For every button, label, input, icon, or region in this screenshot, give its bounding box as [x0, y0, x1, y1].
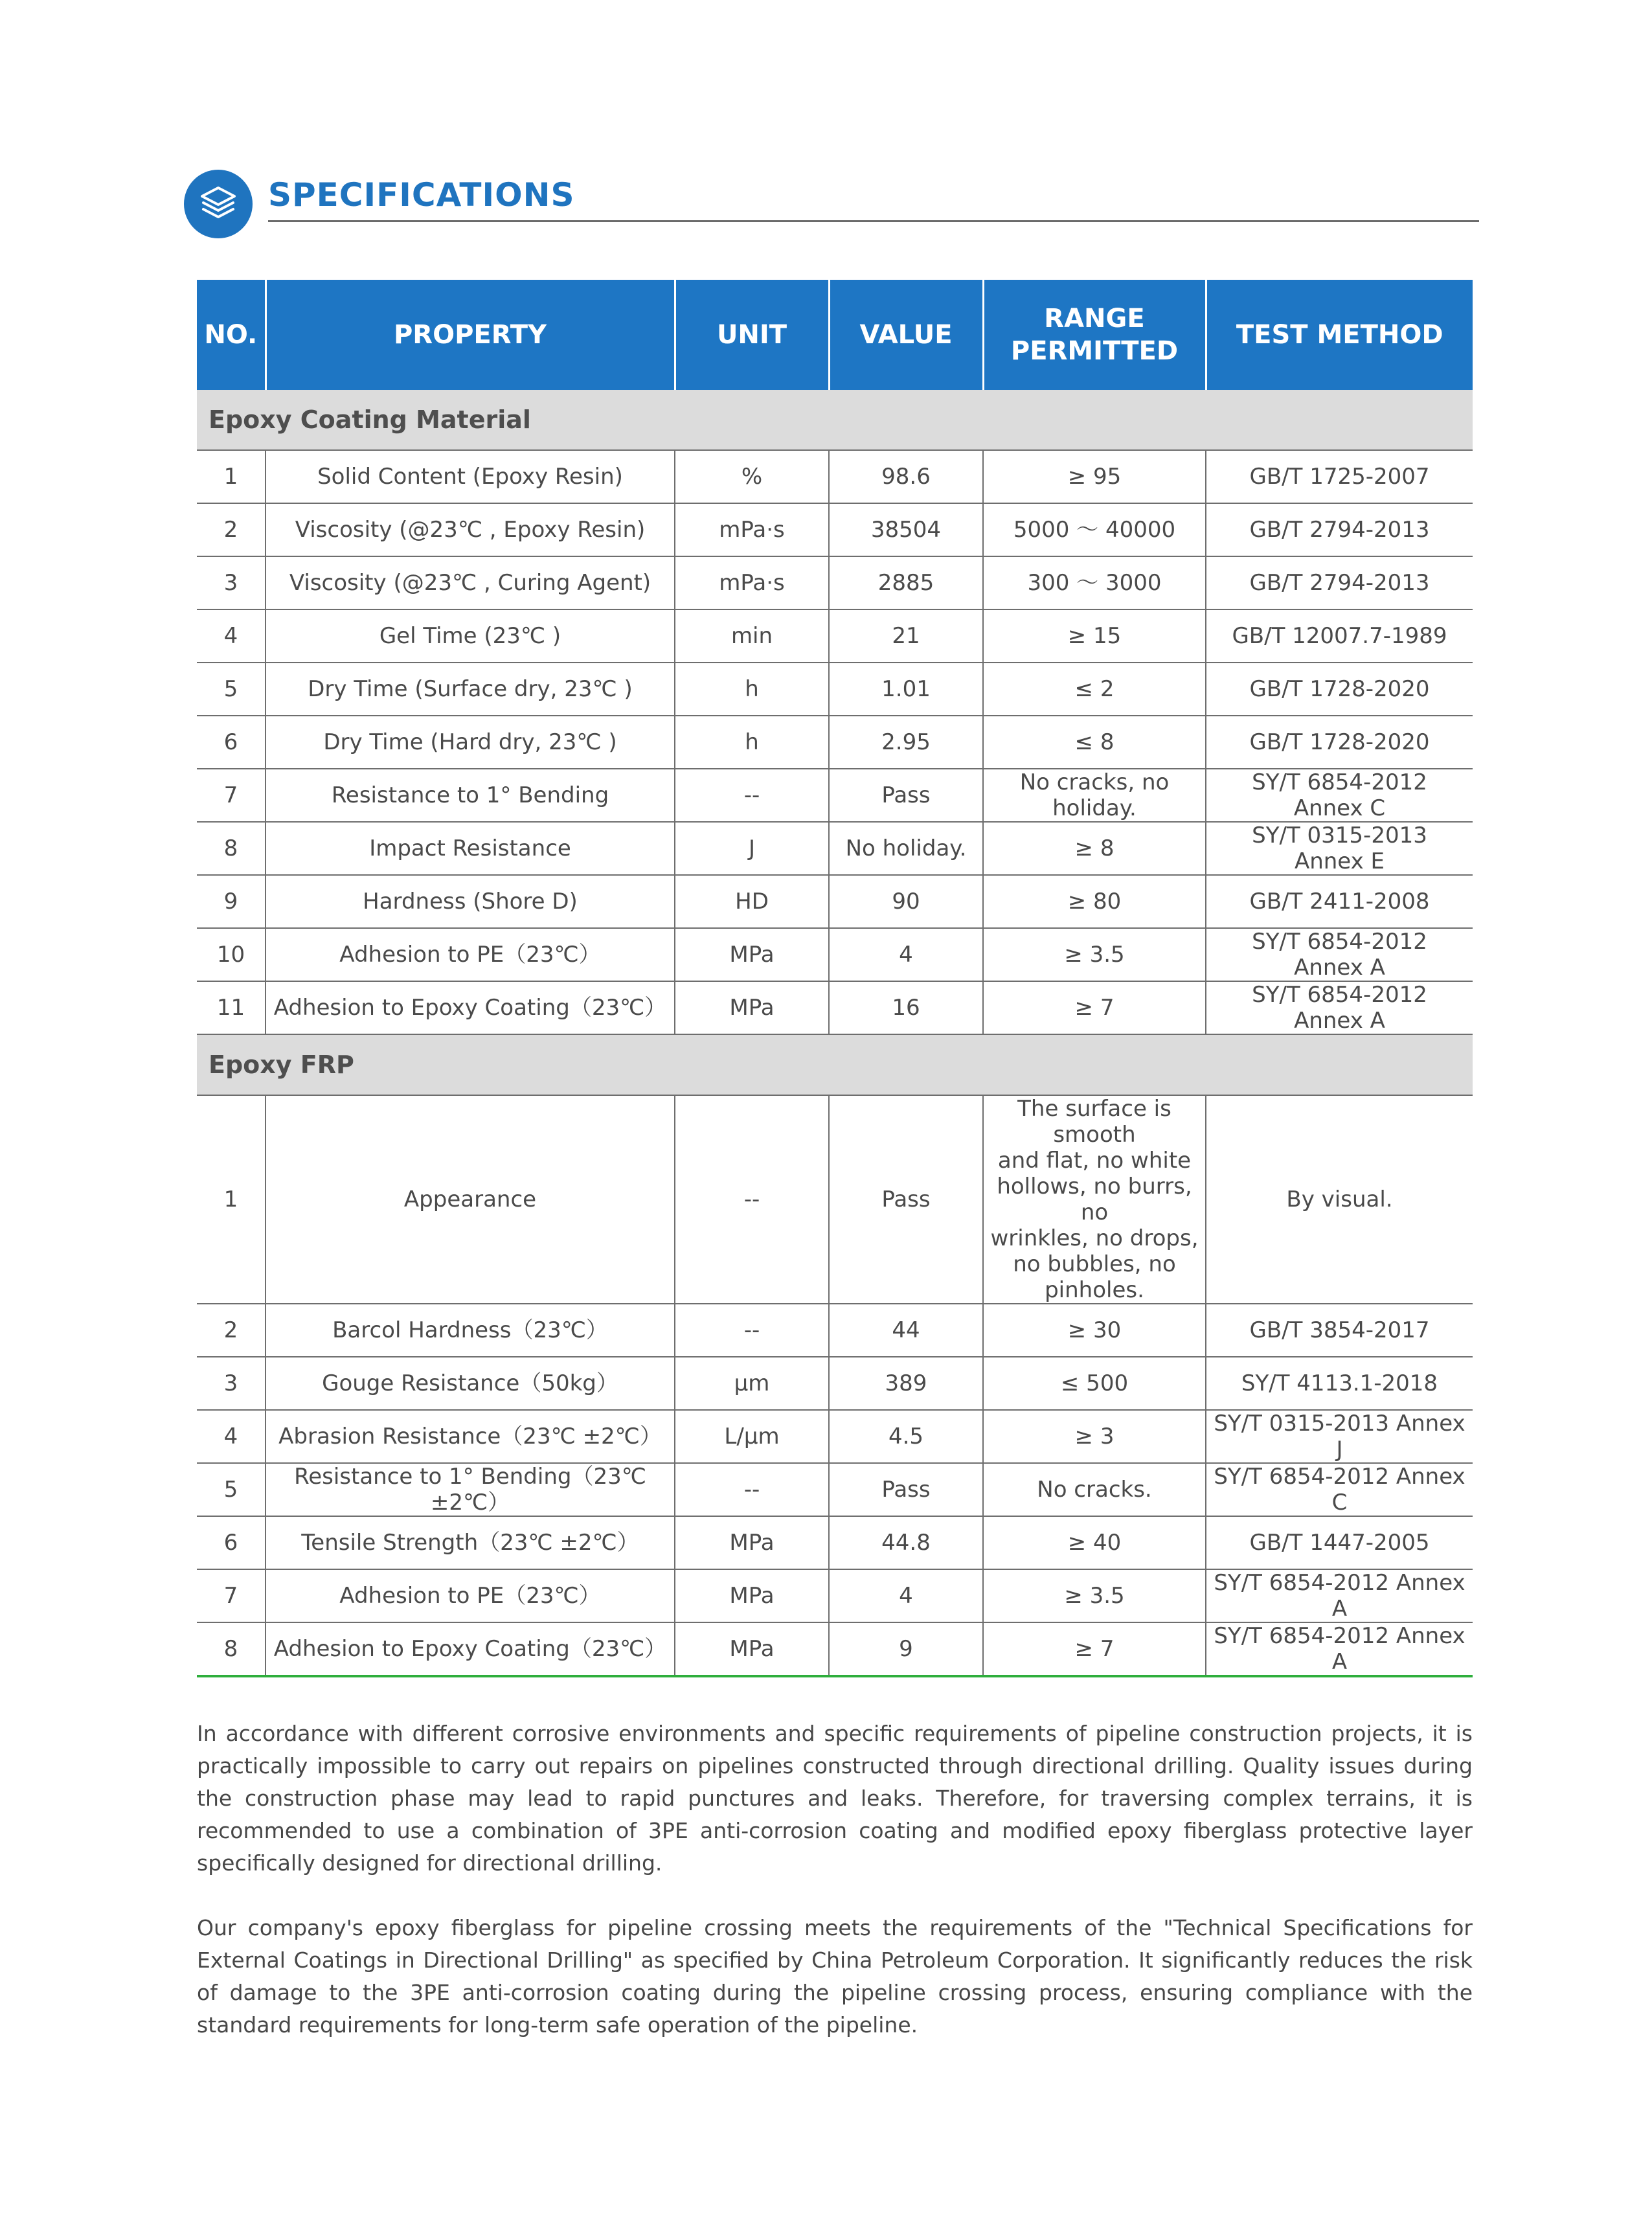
- cell-property: Viscosity (@23℃ , Epoxy Resin): [266, 503, 675, 556]
- title-divider: [268, 220, 1479, 222]
- cell-no: 1: [197, 450, 266, 503]
- cell-value: Pass: [829, 1095, 983, 1304]
- cell-range: [983, 1095, 1206, 1304]
- cell-unit: --: [675, 1463, 829, 1516]
- cell-unit: h: [675, 716, 829, 769]
- specifications-table: [197, 280, 1473, 1677]
- cell-range: ≥ 3: [983, 1410, 1206, 1463]
- range-line: hollows, no burrs, no: [997, 1174, 1192, 1225]
- page-title: SPECIFICATIONS: [268, 176, 575, 214]
- cell-range: ≤ 2: [983, 663, 1206, 716]
- cell-value: 38504: [829, 503, 983, 556]
- cell-no: 5: [197, 663, 266, 716]
- cell-range: ≥ 40: [983, 1516, 1206, 1569]
- cell-range: 300 ～ 3000: [983, 556, 1206, 609]
- cell-property: Appearance: [266, 1095, 675, 1304]
- cell-value: 98.6: [829, 450, 983, 503]
- cell-no: 3: [197, 1357, 266, 1410]
- table-row: [197, 1463, 1473, 1516]
- header-unit: UNIT: [675, 280, 829, 390]
- cell-value: 1.01: [829, 663, 983, 716]
- table-row: [197, 609, 1473, 663]
- cell-no: 1: [197, 1095, 266, 1304]
- cell-no: 2: [197, 1304, 266, 1357]
- header-range: [983, 280, 1206, 390]
- table-row: [197, 1357, 1473, 1410]
- section-title: Epoxy Coating Material: [197, 390, 1473, 450]
- cell-range: ≥ 3.5: [983, 928, 1206, 981]
- cell-property: Tensile Strength（23℃ ±2℃）: [266, 1516, 675, 1569]
- cell-no: 4: [197, 609, 266, 663]
- method-line2: Annex A: [1294, 955, 1385, 981]
- paragraph: In accordance with different corrosive environments and specific requirements of pipeline construction projects, it is practically impossible to carry out repairs on pipelines constructed through directional drilling. Quality issues during the construction phase may lead to rapid punctures and leaks. Therefore, for traversing complex terrains, it is recommended to use a combination of 3PE anti-corrosion coating and modified epoxy fiberglass protective layer specifically designed for directional drilling.: [197, 1721, 1473, 1876]
- cell-range: ≥ 8: [983, 822, 1206, 875]
- cell-method: SY/T 0315-2013 Annex J: [1206, 1410, 1473, 1463]
- cell-unit: J: [675, 822, 829, 875]
- cell-no: 4: [197, 1410, 266, 1463]
- header-range-line2: PERMITTED: [1010, 336, 1179, 366]
- cell-unit: MPa: [675, 928, 829, 981]
- cell-method: GB/T 1447-2005: [1206, 1516, 1473, 1569]
- method-line1: SY/T 6854-2012: [1252, 929, 1427, 955]
- cell-range: No cracks, no holiday.: [983, 769, 1206, 822]
- cell-unit: MPa: [675, 1622, 829, 1676]
- cell-no: 9: [197, 875, 266, 928]
- cell-property: Gouge Resistance（50kg）: [266, 1357, 675, 1410]
- method-line2: Annex C: [1293, 795, 1386, 821]
- cell-method: [1206, 822, 1473, 875]
- cell-no: 3: [197, 556, 266, 609]
- cell-property: Hardness (Shore D): [266, 875, 675, 928]
- cell-no: 5: [197, 1463, 266, 1516]
- cell-method: GB/T 2794-2013: [1206, 503, 1473, 556]
- layers-icon: [184, 170, 253, 238]
- cell-property: Adhesion to Epoxy Coating（23℃）: [266, 981, 675, 1034]
- cell-unit: L/μm: [675, 1410, 829, 1463]
- paragraph: Our company's epoxy fiberglass for pipeline crossing meets the requirements of the "Technical Specifications for External Coatings in Directional Drilling" as specified by China Petroleum Corporation. It significantly reduces the risk of damage to the 3PE anti-corrosion coating during the pipeline crossing process, ensuring compliance with the standard requirements for long-term safe operation of the pipeline.: [197, 1915, 1473, 2038]
- cell-unit: MPa: [675, 1516, 829, 1569]
- header-value: VALUE: [829, 280, 983, 390]
- cell-unit: MPa: [675, 981, 829, 1034]
- cell-method: SY/T 6854-2012 Annex C: [1206, 1463, 1473, 1516]
- cell-value: 16: [829, 981, 983, 1034]
- table-row: [197, 769, 1473, 822]
- section-header: [184, 170, 1479, 247]
- cell-no: 6: [197, 716, 266, 769]
- cell-method: GB/T 2411-2008: [1206, 875, 1473, 928]
- cell-value: Pass: [829, 769, 983, 822]
- cell-unit: mPa·s: [675, 503, 829, 556]
- cell-method: GB/T 1728-2020: [1206, 663, 1473, 716]
- cell-no: 7: [197, 769, 266, 822]
- table-row: [197, 822, 1473, 875]
- range-line: and flat, no white: [997, 1148, 1192, 1174]
- cell-property: Impact Resistance: [266, 822, 675, 875]
- cell-method: SY/T 4113.1-2018: [1206, 1357, 1473, 1410]
- table-row: [197, 716, 1473, 769]
- cell-method: [1206, 769, 1473, 822]
- cell-value: 4: [829, 1569, 983, 1622]
- cell-value: 2885: [829, 556, 983, 609]
- table-row: [197, 450, 1473, 503]
- cell-property: Resistance to 1° Bending（23℃ ±2℃）: [266, 1463, 675, 1516]
- cell-unit: h: [675, 663, 829, 716]
- cell-no: 6: [197, 1516, 266, 1569]
- cell-method: By visual.: [1206, 1095, 1473, 1304]
- cell-range: No cracks.: [983, 1463, 1206, 1516]
- cell-unit: MPa: [675, 1569, 829, 1622]
- table-row: [197, 1095, 1473, 1304]
- cell-method: SY/T 6854-2012 Annex A: [1206, 1569, 1473, 1622]
- method-line2: Annex A: [1294, 1008, 1385, 1034]
- cell-value: No holiday.: [829, 822, 983, 875]
- table-row: [197, 1569, 1473, 1622]
- cell-range: ≥ 7: [983, 981, 1206, 1034]
- cell-method: SY/T 6854-2012 Annex A: [1206, 1622, 1473, 1676]
- section-row-epoxy-frp: [197, 1034, 1473, 1095]
- header-no: NO.: [197, 280, 266, 390]
- cell-value: 4.5: [829, 1410, 983, 1463]
- table-row: [197, 1304, 1473, 1357]
- cell-property: Adhesion to PE（23℃）: [266, 928, 675, 981]
- range-line: no bubbles, no: [1013, 1251, 1176, 1277]
- cell-value: 4: [829, 928, 983, 981]
- cell-unit: --: [675, 1095, 829, 1304]
- table-row: [197, 928, 1473, 981]
- description-text: [197, 1718, 1473, 2074]
- cell-method: GB/T 2794-2013: [1206, 556, 1473, 609]
- cell-range: ≤ 8: [983, 716, 1206, 769]
- method-line1: SY/T 0315-2013: [1252, 823, 1427, 848]
- cell-property: Viscosity (@23℃ , Curing Agent): [266, 556, 675, 609]
- cell-value: 389: [829, 1357, 983, 1410]
- cell-no: 8: [197, 822, 266, 875]
- cell-property: Barcol Hardness（23℃）: [266, 1304, 675, 1357]
- cell-range: ≥ 3.5: [983, 1569, 1206, 1622]
- cell-unit: %: [675, 450, 829, 503]
- table-header-row: [197, 280, 1473, 390]
- cell-property: Gel Time (23℃ ): [266, 609, 675, 663]
- cell-property: Dry Time (Surface dry, 23℃ ): [266, 663, 675, 716]
- cell-value: 21: [829, 609, 983, 663]
- table-row: [197, 981, 1473, 1034]
- range-line: wrinkles, no drops,: [990, 1225, 1199, 1251]
- cell-unit: --: [675, 1304, 829, 1357]
- cell-property: Adhesion to PE（23℃）: [266, 1569, 675, 1622]
- cell-property: Adhesion to Epoxy Coating（23℃）: [266, 1622, 675, 1676]
- method-line2: Annex E: [1294, 848, 1385, 874]
- cell-range: ≥ 95: [983, 450, 1206, 503]
- cell-method: GB/T 12007.7-1989: [1206, 609, 1473, 663]
- table-row: [197, 1410, 1473, 1463]
- cell-unit: min: [675, 609, 829, 663]
- method-line1: SY/T 6854-2012: [1252, 982, 1427, 1008]
- header-test-method: TEST METHOD: [1206, 280, 1473, 390]
- cell-no: 11: [197, 981, 266, 1034]
- section-row-epoxy-coating: [197, 390, 1473, 450]
- cell-method: GB/T 1728-2020: [1206, 716, 1473, 769]
- cell-range: ≥ 7: [983, 1622, 1206, 1676]
- table-row: [197, 875, 1473, 928]
- cell-value: Pass: [829, 1463, 983, 1516]
- table-row: [197, 556, 1473, 609]
- cell-property: Solid Content (Epoxy Resin): [266, 450, 675, 503]
- cell-no: 7: [197, 1569, 266, 1622]
- range-line: The surface is smooth: [1017, 1096, 1171, 1148]
- range-line: pinholes.: [1045, 1277, 1144, 1303]
- cell-method: GB/T 1725-2007: [1206, 450, 1473, 503]
- cell-range: ≤ 500: [983, 1357, 1206, 1410]
- cell-unit: --: [675, 769, 829, 822]
- cell-method: [1206, 928, 1473, 981]
- layers-icon-glyph: [198, 184, 238, 224]
- cell-value: 44: [829, 1304, 983, 1357]
- cell-no: 10: [197, 928, 266, 981]
- cell-value: 2.95: [829, 716, 983, 769]
- cell-value: 44.8: [829, 1516, 983, 1569]
- cell-method: [1206, 981, 1473, 1034]
- cell-value: 90: [829, 875, 983, 928]
- cell-no: 8: [197, 1622, 266, 1676]
- cell-unit: mPa·s: [675, 556, 829, 609]
- header-property: PROPERTY: [266, 280, 675, 390]
- cell-unit: μm: [675, 1357, 829, 1410]
- table-row: [197, 1516, 1473, 1569]
- cell-range: 5000 ～ 40000: [983, 503, 1206, 556]
- cell-property: Resistance to 1° Bending: [266, 769, 675, 822]
- cell-unit: HD: [675, 875, 829, 928]
- cell-range: ≥ 30: [983, 1304, 1206, 1357]
- cell-property: Abrasion Resistance（23℃ ±2℃）: [266, 1410, 675, 1463]
- cell-property: Dry Time (Hard dry, 23℃ ): [266, 716, 675, 769]
- cell-method: GB/T 3854-2017: [1206, 1304, 1473, 1357]
- method-line1: SY/T 6854-2012: [1252, 769, 1427, 795]
- table-row: [197, 1622, 1473, 1676]
- cell-value: 9: [829, 1622, 983, 1676]
- cell-no: 2: [197, 503, 266, 556]
- header-range-line1: RANGE: [1044, 304, 1145, 334]
- cell-range: ≥ 80: [983, 875, 1206, 928]
- section-title: Epoxy FRP: [197, 1034, 1473, 1095]
- cell-range: ≥ 15: [983, 609, 1206, 663]
- table-row: [197, 663, 1473, 716]
- table-row: [197, 503, 1473, 556]
